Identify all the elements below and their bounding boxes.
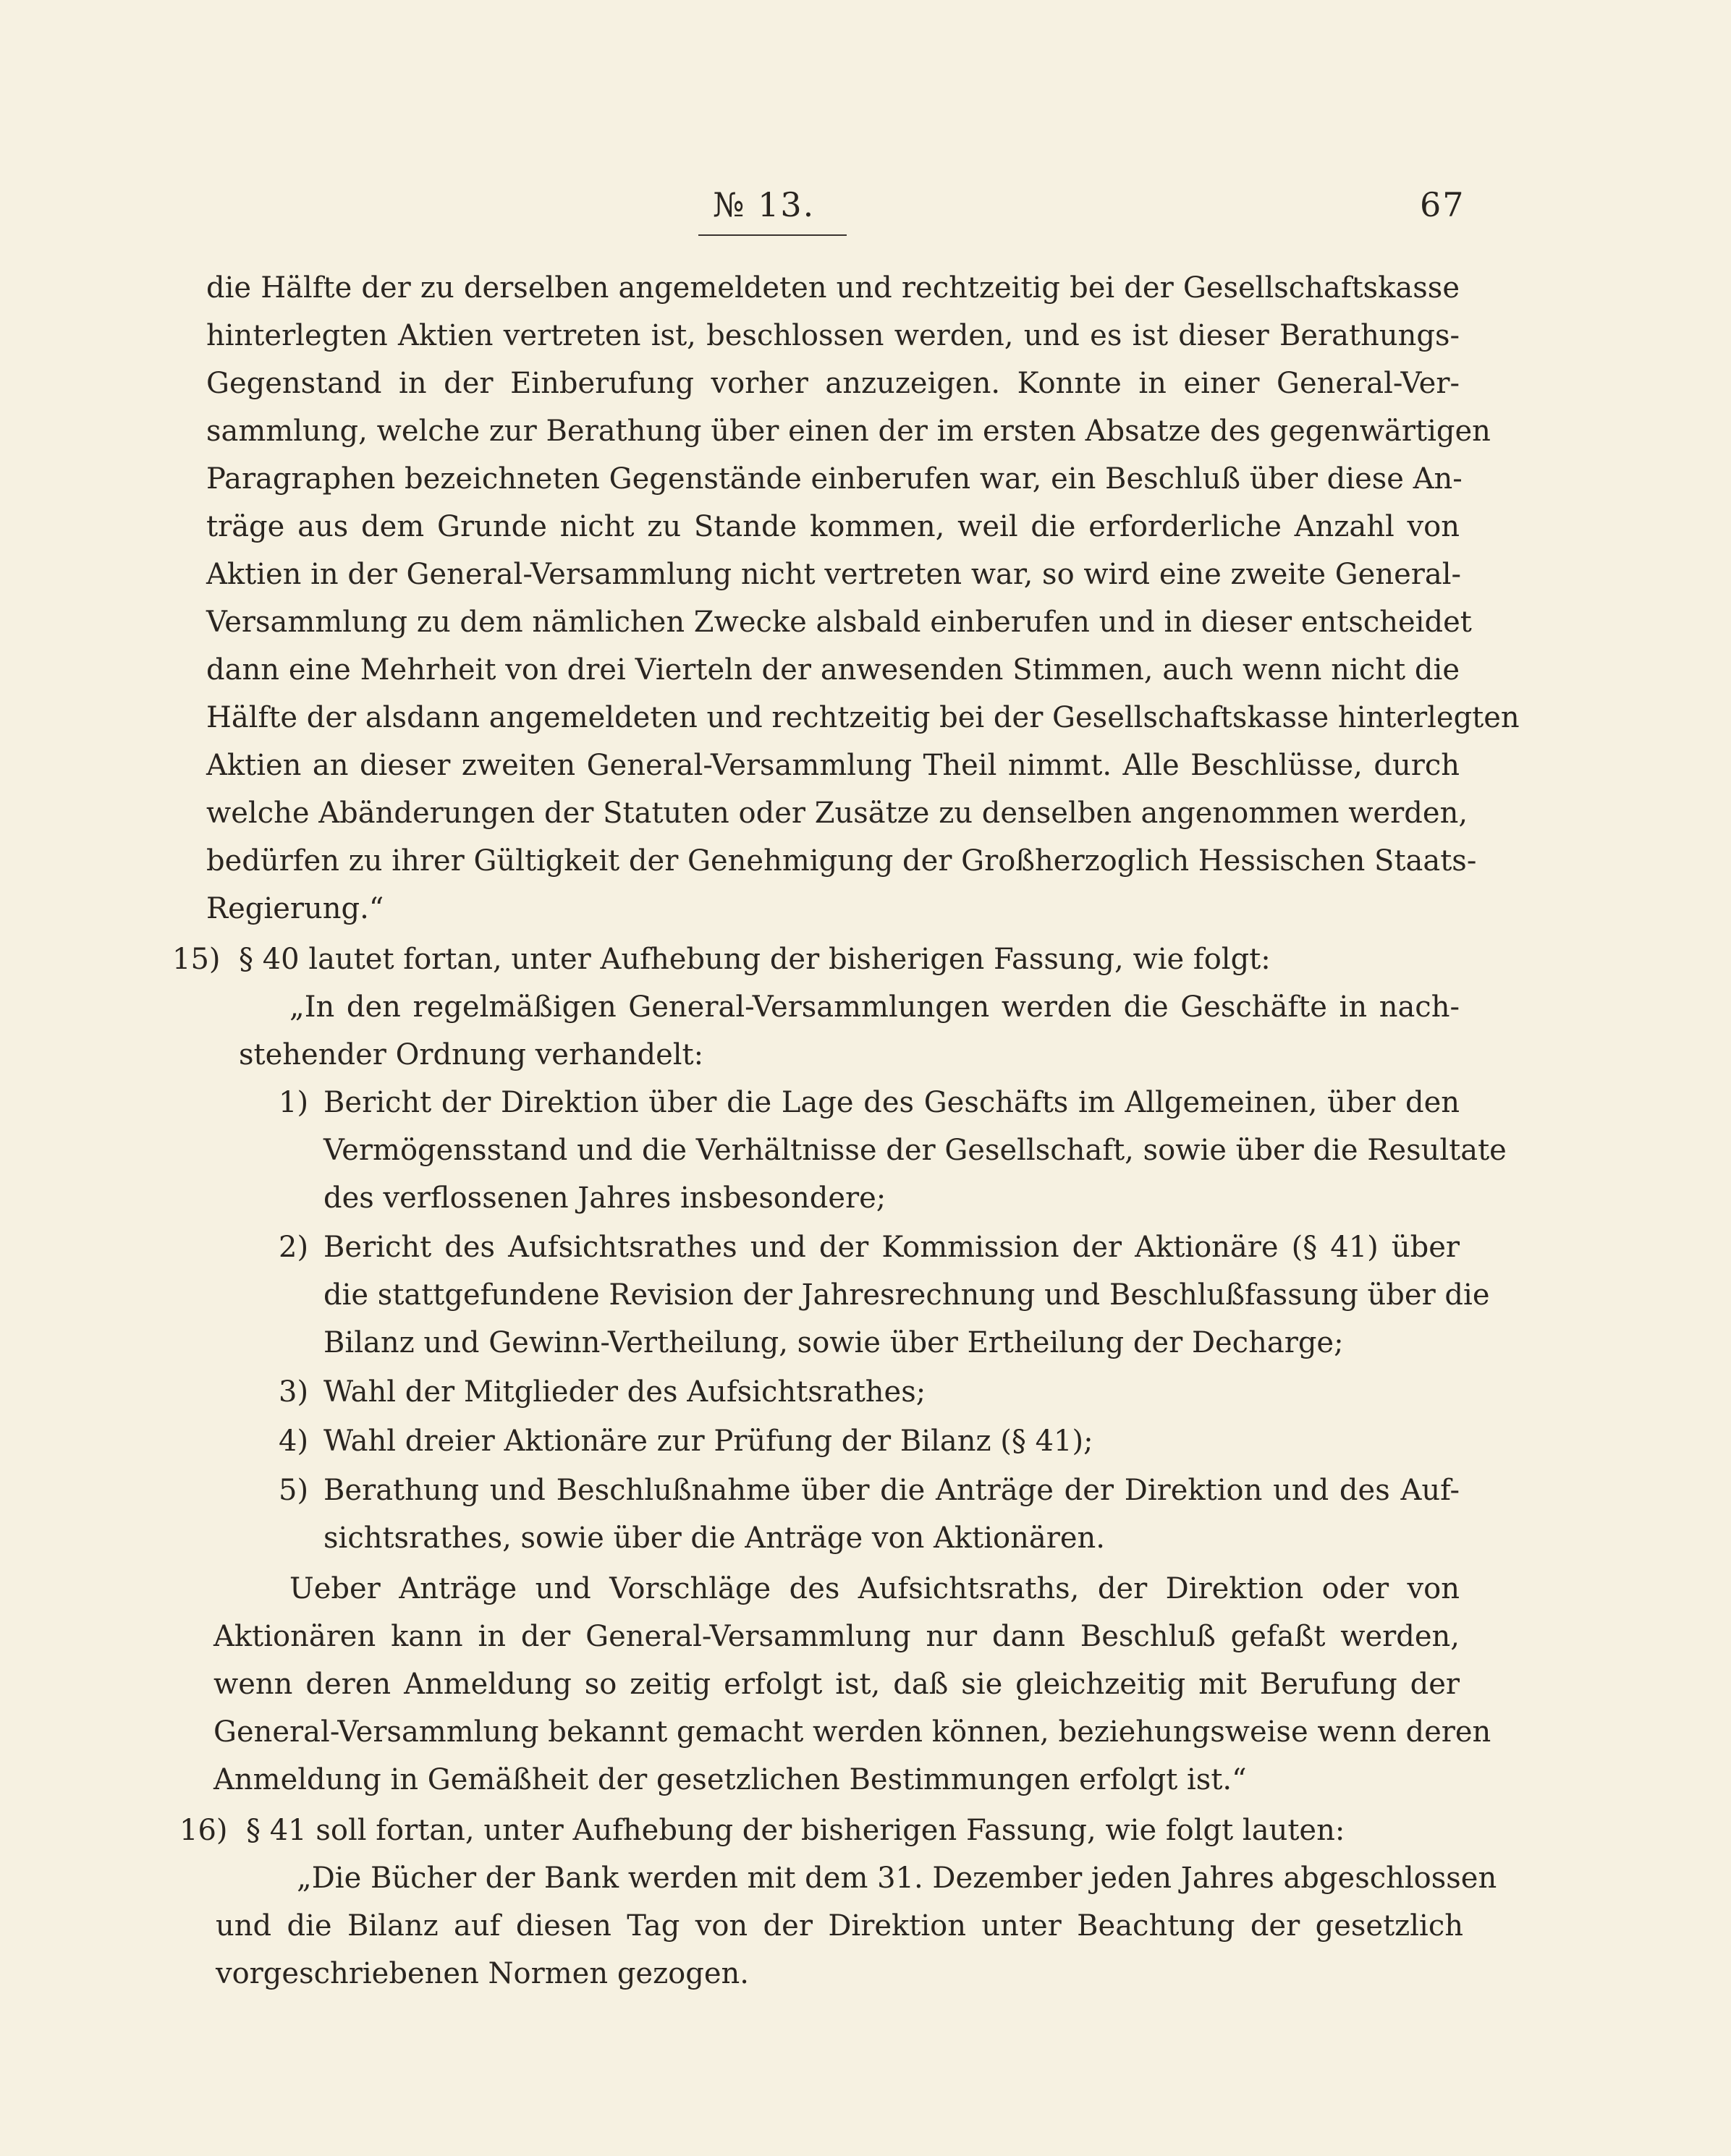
text-line: Hälfte der alsdann angemeldeten und rechtzeitig bei der Gesellschaftskasse hinterlegten xyxy=(206,701,1520,734)
text-line: Bericht der Direktion über die Lage des Geschäfts im Allgemeinen, über den xyxy=(323,1086,1460,1119)
text-line: die Hälfte der zu derselben angemeldeten und rechtzeitig bei der Gesellschaftskasse xyxy=(206,271,1460,305)
text-line: sichtsrathes, sowie über die Anträge von Aktionären. xyxy=(323,1521,1105,1555)
item-number: 16) xyxy=(179,1814,228,1847)
text-line: § 41 soll fortan, unter Aufhebung der bisherigen Fassung, wie folgt lauten: xyxy=(246,1814,1345,1847)
text-line: Bilanz und Gewinn-Vertheilung, sowie über Ertheilung der Decharge; xyxy=(323,1326,1344,1359)
list-number: 2) xyxy=(279,1231,309,1264)
page-number: 67 xyxy=(1420,185,1465,224)
text-line: wenn deren Anmeldung so zeitig erfolgt ist, daß sie gleichzeitig mit Berufung der xyxy=(213,1668,1460,1701)
text-line: dann eine Mehrheit von drei Vierteln der anwesenden Stimmen, auch wenn nicht die xyxy=(206,653,1460,687)
text-line: Vermögensstand und die Verhältnisse der Gesellschaft, sowie über die Resultate xyxy=(323,1134,1507,1167)
text-line: bedürfen zu ihrer Gültigkeit der Genehmigung der Großherzoglich Hessischen Staats- xyxy=(206,844,1477,878)
text-line: hinterlegten Aktien vertreten ist, beschlossen werden, und es ist dieser Berathungs- xyxy=(206,319,1460,352)
text-line: Bericht des Aufsichtsrathes und der Kommission der Aktionäre (§ 41) über xyxy=(323,1231,1460,1264)
issue-number: № 13. xyxy=(713,185,816,224)
text-line: welche Abänderungen der Statuten oder Zusätze zu denselben angenommen werden, xyxy=(206,797,1468,830)
text-line: § 40 lautet fortan, unter Aufhebung der bisherigen Fassung, wie folgt: xyxy=(239,943,1271,976)
text-line: „In den regelmäßigen General-Versammlungen werden die Geschäfte in nach- xyxy=(289,990,1460,1024)
text-line: Wahl dreier Aktionäre zur Prüfung der Bilanz (§ 41); xyxy=(323,1425,1093,1458)
text-line: und die Bilanz auf diesen Tag von der Direktion unter Beachtung der gesetzlich xyxy=(216,1909,1463,1943)
text-line: Versammlung zu dem nämlichen Zwecke alsbald einberufen und in dieser entscheidet xyxy=(206,606,1472,639)
text-line: die stattgefundene Revision der Jahresrechnung und Beschlußfassung über die xyxy=(323,1278,1490,1312)
text-line: Regierung.“ xyxy=(206,892,384,925)
text-line: des verflossenen Jahres insbesondere; xyxy=(323,1181,886,1215)
list-number: 5) xyxy=(279,1474,309,1507)
text-line: Anmeldung in Gemäßheit der gesetzlichen Bestimmungen erfolgt ist.“ xyxy=(213,1763,1247,1796)
text-line: Aktien in der General-Versammlung nicht vertreten war, so wird eine zweite General- xyxy=(206,558,1462,591)
item-number: 15) xyxy=(172,943,221,976)
text-line: sammlung, welche zur Berathung über einen der im ersten Absatze des gegenwärtigen xyxy=(206,415,1491,448)
text-line: Aktien an dieser zweiten General-Versammlung Theil nimmt. Alle Beschlüsse, durch xyxy=(206,749,1460,782)
text-line: General-Versammlung bekannt gemacht werden können, beziehungsweise wenn deren xyxy=(213,1715,1491,1749)
header-rule xyxy=(698,234,847,236)
text-line: stehender Ordnung verhandelt: xyxy=(239,1038,704,1071)
list-number: 3) xyxy=(279,1375,309,1409)
text-line: träge aus dem Grunde nicht zu Stande kommen, weil die erforderliche Anzahl von xyxy=(206,510,1460,543)
text-line: Aktionären kann in der General-Versammlung nur dann Beschluß gefaßt werden, xyxy=(213,1620,1460,1653)
text-line: Gegenstand in der Einberufung vorher anzuzeigen. Konnte in einer General-Ver- xyxy=(206,367,1460,400)
list-number: 1) xyxy=(279,1086,309,1119)
text-line: Berathung und Beschlußnahme über die Anträge der Direktion und des Auf- xyxy=(323,1474,1460,1507)
text-line: „Die Bücher der Bank werden mit dem 31. Dezember jeden Jahres abgeschlossen xyxy=(297,1862,1497,1895)
text-line: Wahl der Mitglieder des Aufsichtsrathes; xyxy=(323,1375,926,1409)
text-line: Ueber Anträge und Vorschläge des Aufsichtsraths, der Direktion oder von xyxy=(289,1572,1460,1605)
text-line: vorgeschriebenen Normen gezogen. xyxy=(216,1957,750,1990)
text-line: Paragraphen bezeichneten Gegenstände einberufen war, ein Beschluß über diese An- xyxy=(206,462,1463,496)
list-number: 4) xyxy=(279,1425,309,1458)
